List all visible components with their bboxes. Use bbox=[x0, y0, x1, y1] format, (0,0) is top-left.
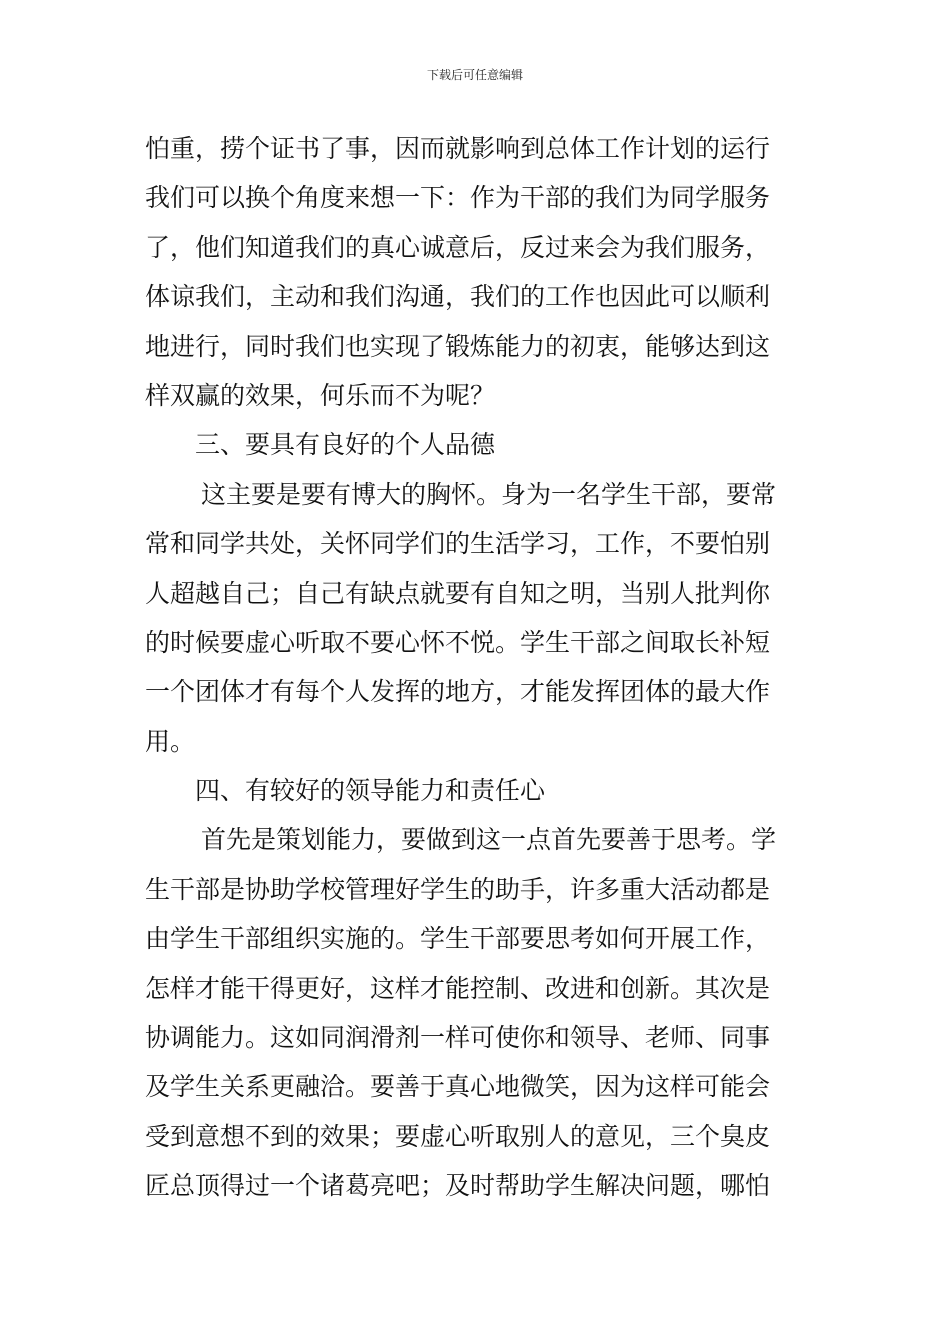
text-line: 怕重，捞个证书了事，因而就影响到总体工作计划的运行 bbox=[145, 134, 771, 163]
paragraph-first-line: 首先是策划能力，要做到这一点首先要善于思考。学 bbox=[201, 825, 777, 855]
text-line: 生干部是协助学校管理好学生的助手，许多重大活动都是 bbox=[145, 874, 771, 904]
text-line: 了，他们知道我们的真心诚意后，反过来会为我们服务， bbox=[145, 232, 771, 262]
text-line: 用。 bbox=[145, 726, 196, 756]
document-body bbox=[145, 124, 810, 1211]
text-line: 受到意想不到的效果；要虚心听取别人的意见，三个臭皮 bbox=[145, 1121, 771, 1151]
text-line: 人超越自己；自己有缺点就要有自知之明，当别人批判你 bbox=[145, 578, 771, 608]
section-heading: 三、要具有良好的个人品德 bbox=[195, 430, 496, 460]
paragraph-first-line: 这主要是要有博大的胸怀。身为一名学生干部，要常 bbox=[201, 479, 777, 509]
text-line: 协调能力。这如同润滑剂一样可使你和领导、老师、同事 bbox=[145, 1023, 771, 1053]
text-line: 怎样才能干得更好，这样才能控制、改进和创新。其次是 bbox=[145, 973, 771, 1003]
text-line: 体谅我们，主动和我们沟通，我们的工作也因此可以顺利 bbox=[145, 282, 771, 312]
text-line: 匠总顶得过一个诸葛亮吧；及时帮助学生解决问题，哪怕 bbox=[145, 1171, 771, 1201]
text-line: 的时候要虚心听取不要心怀不悦。学生干部之间取长补短 bbox=[145, 627, 771, 657]
text-line: 一个团体才有每个人发挥的地方，才能发挥团体的最大作 bbox=[145, 677, 771, 707]
text-line: 由学生干部组织实施的。学生干部要思考如何开展工作， bbox=[145, 924, 771, 954]
section-heading: 四、有较好的领导能力和责任心 bbox=[195, 776, 546, 806]
text-line: 我们可以换个角度来想一下：作为干部的我们为同学服务 bbox=[145, 183, 771, 213]
text-line: 及学生关系更融洽。要善于真心地微笑，因为这样可能会 bbox=[145, 1072, 771, 1102]
text-line: 常和同学共处，关怀同学们的生活学习，工作，不要怕别 bbox=[145, 529, 771, 559]
page-header: 下载后可任意编辑 bbox=[426, 68, 523, 82]
text-line: 地进行，同时我们也实现了锻炼能力的初衷，能够达到这 bbox=[145, 331, 771, 361]
text-line: 样双赢的效果，何乐而不为呢？ bbox=[145, 380, 496, 410]
